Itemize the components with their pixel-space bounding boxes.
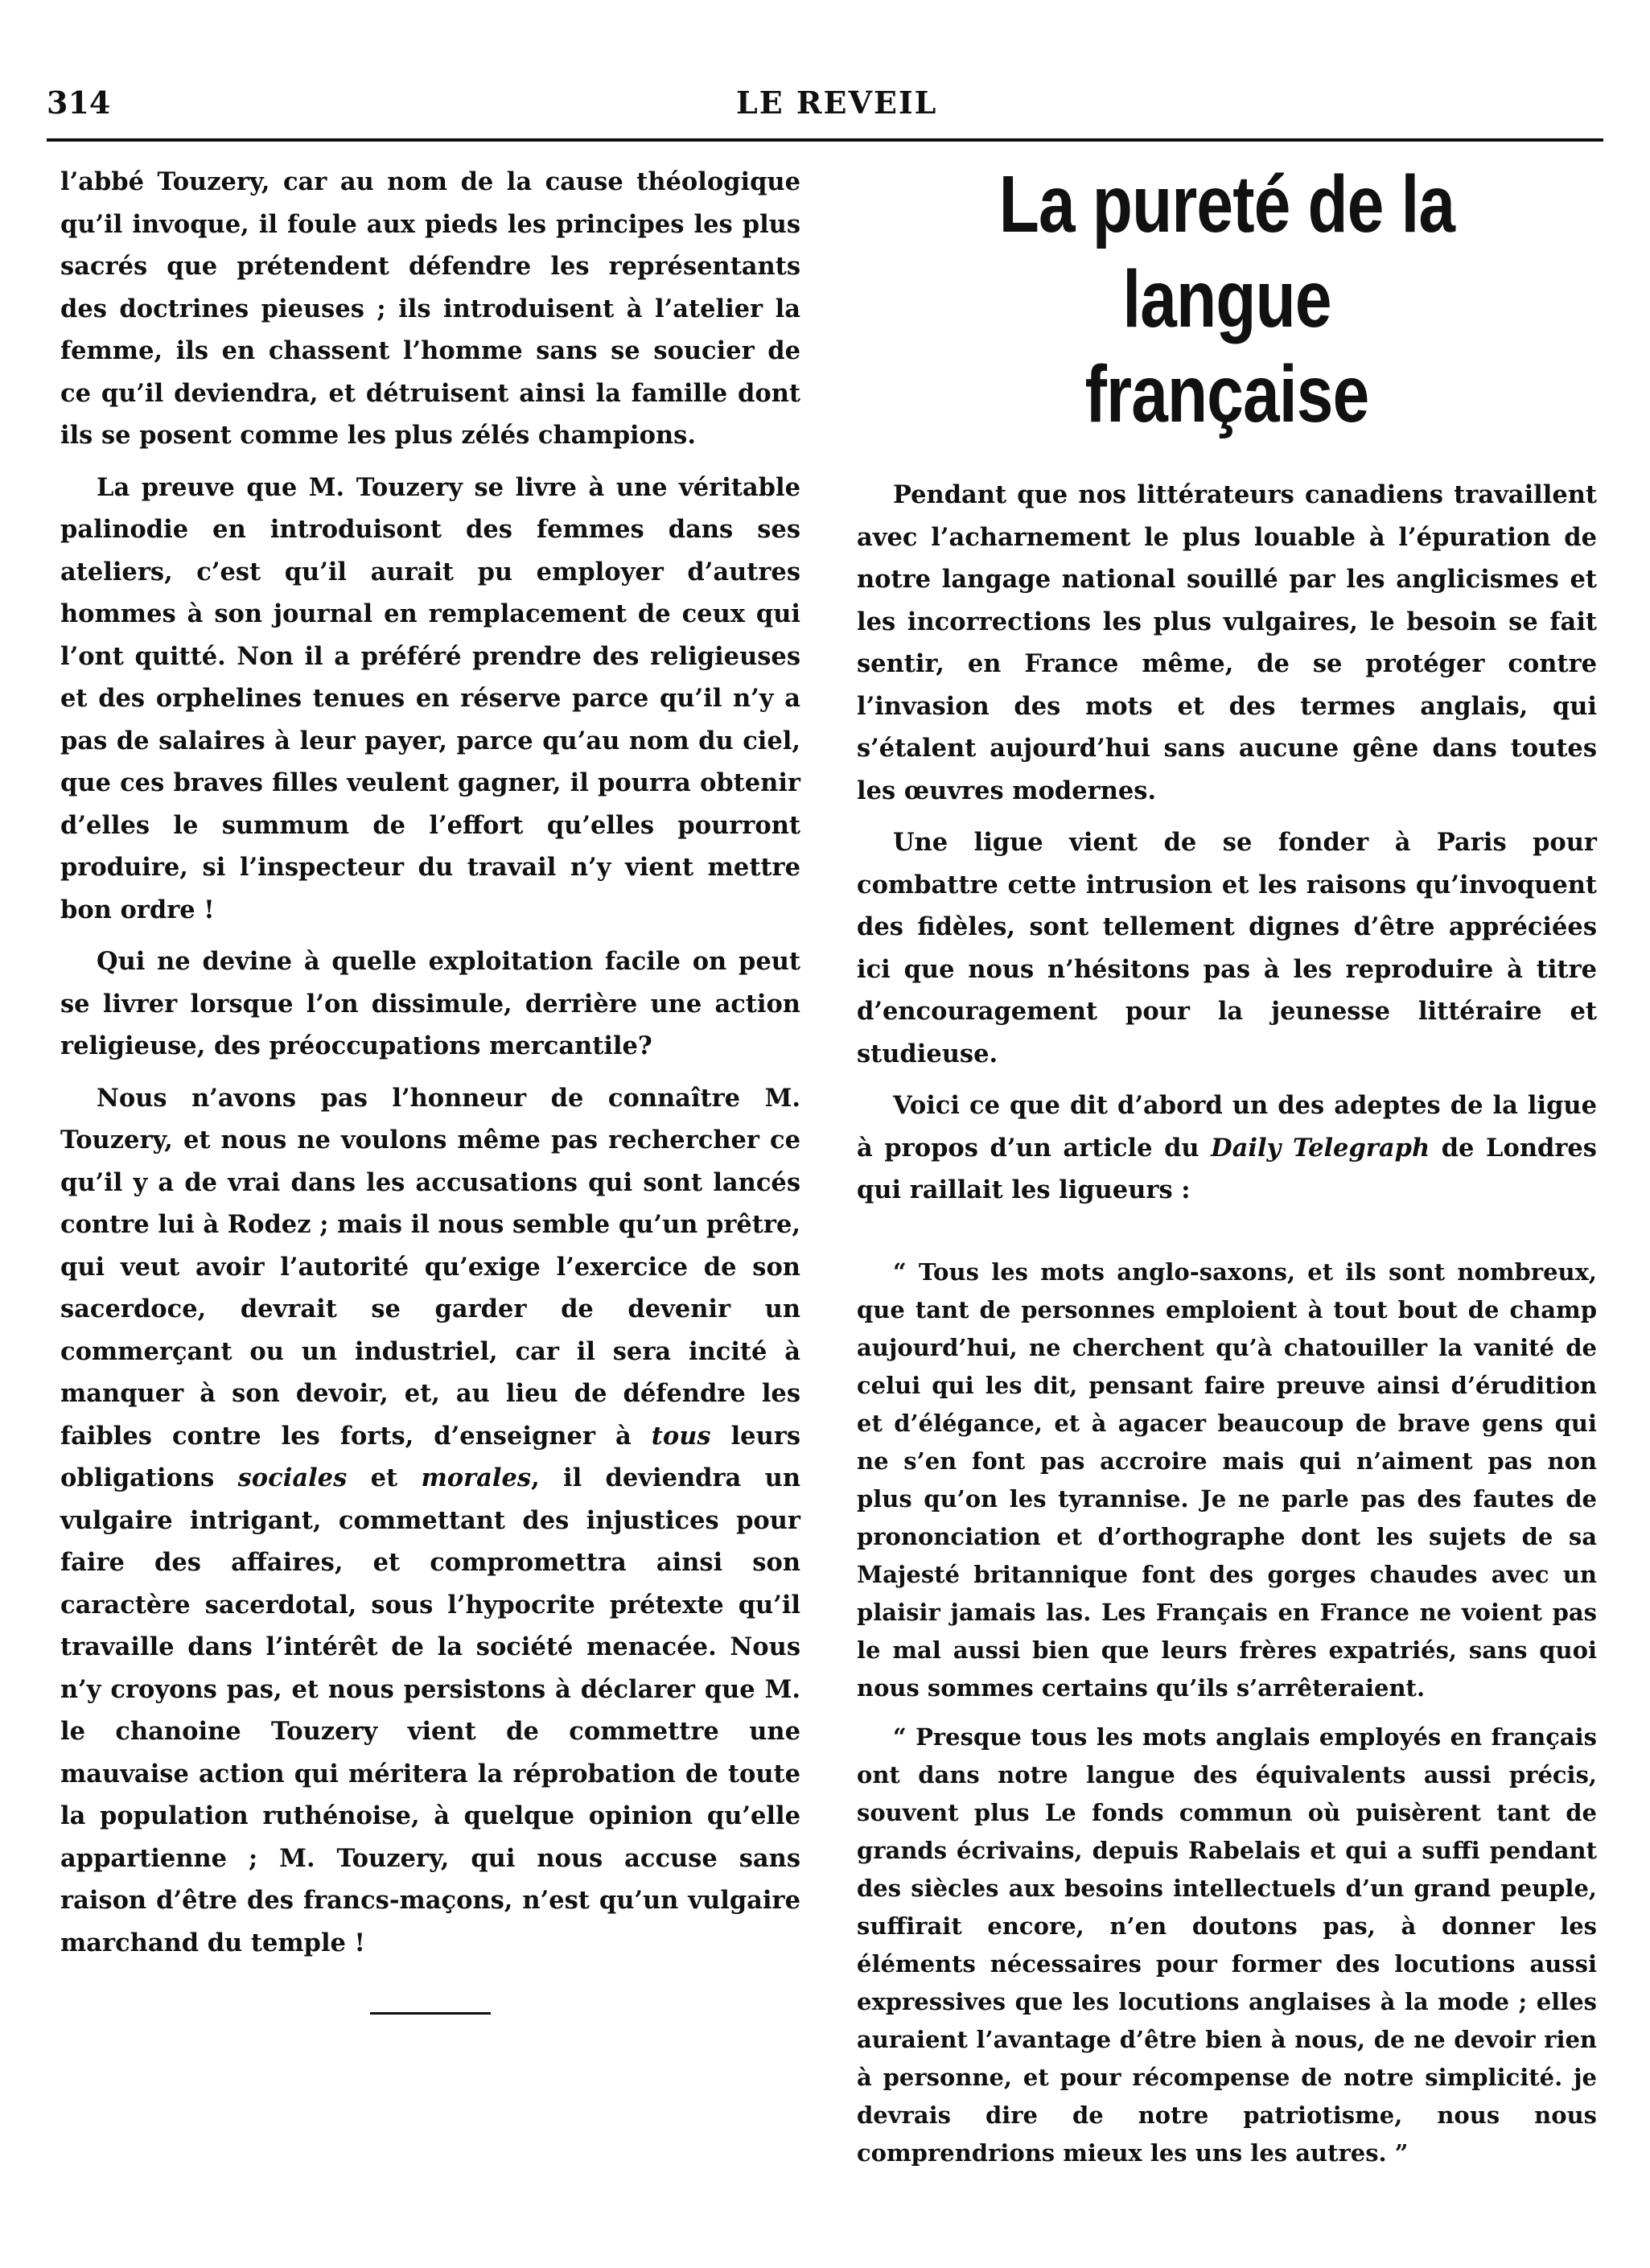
journal-title: LE REVEIL [736,84,938,121]
emphasis-sociales: sociales [237,1463,348,1492]
emphasis-tous: tous [651,1421,711,1451]
page-number: 314 [47,84,111,121]
right-paragraph-1: Pendant que nos littérateurs canadiens travaillent avec l’acharnement le plus louable à l’épuration de notre langage national souillé par les anglicismes et les incorrections les plus vulgaires, le besoin se fait sentir, en France même, de se protéger contre l’invasion des mots et des termes anglais, qui s’étalent aujourd’hui sans aucune gêne dans toutes les œuvres modernes. [857,480,1597,805]
right-paragraph-3-text-a: Voici ce que dit d’abord un des adeptes de la ligue à propos d’un article du [857,1091,1597,1163]
quote-paragraph-2: “ Presque tous les mots anglais employés en français ont dans notre langue des équivalents aussi précis, souvent plus Le fonds commun où puisèrent tant de grands écrivains, depuis Rabelais et qui a suffi pendant des siècles aux besoins intellectuels d’un grand peuple, suffirait encore, n’en doutons pas, à donner les éléments nécessaires pour former des locutions aussi expressives que les locutions anglaises à la mode ; elles auraient l’avantage d’être bien à nous, de ne devoir rien à personne, et pour récompense de notre simplicité. je devrais dire de notre patriotisme, nous nous comprendrions mieux les uns les autres. ” [857,1723,1597,2167]
emphasis-morales: morales [421,1463,532,1492]
spacer [857,1221,1597,1253]
left-paragraph-1: l’abbé Touzery, car au nom de la cause théologique qu’il invoque, il foule aux pieds les principes les plus sacrés que prétendent défendre les représentants des doctrines pieuses ; ils introduisent à l’atelier la femme, ils en chassent l’homme sans se soucier de ce qu’il deviendra, et détruisent ainsi la famille dont ils se posent comme les plus zélés champions. [60,167,800,450]
end-rule [370,2012,491,2015]
left-paragraph-3: Qui ne devine à quelle exploitation facile on peut se livrer lorsque l’on dissimule, derrière une action religieuse, des préoccupations mercantile? [60,947,800,1060]
emphasis-daily-telegraph: Daily Telegraph [1211,1133,1430,1163]
left-paragraph-2: La preuve que M. Touzery se livre à une véritable palinodie en introduisont des femmes dans ses ateliers, c’est qu’il aurait pu employer d’autres hommes à son journal en remplacement de ceux qui l’ont quitté. Non il a préféré prendre des religieuses et des orphelines tenues en réserve parce qu’il n’y a pas de salaires à leur payer, parce qu’au nom du ciel, que ces braves filles veulent gagner, il pourra obtenir d’elles le summum de l’effort qu’elles pourront produire, si l’inspecteur du travail n’y vient mettre bon ordre ! [60,472,800,924]
article-title-line-1: La pureté de la langue [998,159,1455,344]
article-title [924,157,1530,442]
left-column [60,161,800,2015]
left-paragraph-4-text-a: Nous n’avons pas l’honneur de connaître M. Touzery, et nous ne voulons même pas rechercher ce qu’il y a de vrai dans les accusations qui sont lancés contre lui à Rodez ; mais il nous semble qu’un prêtre, qui veut avoir l’autorité qu’exige l’exercice de son sacerdoce, devrait se garder de devenir un commerçant ou un industriel, car il sera incité à manquer à son devoir, et, au lieu de défendre les faibles contre les forts, d’enseigner à [60,1083,800,1451]
right-paragraph-3 [857,1085,1597,1212]
article-title-line-2: française [1084,349,1369,439]
right-paragraph-2: Une ligue vient de se fonder à Paris pour combattre cette intrusion et les raisons qu’invoquent des fidèles, sont tellement dignes d’être appréciées ici que nous n’hésitons pas à les reproduire à titre d’encouragement pour la jeunesse littéraire et studieuse. [857,828,1597,1068]
left-paragraph-4 [60,1077,800,1965]
right-paragraph-3-text-b: de Londres qui raillait les ligueurs : [857,1133,1597,1204]
quote-paragraph-1: “ Tous les mots anglo-saxons, et ils sont nombreux, que tant de personnes emploient à tout bout de champ aujourd’hui, ne cherchent qu’à chatouiller la vanité de celui qui les dit, pensant faire preuve ainsi d’érudition et d’élégance, et à agacer beaucoup de brave gens qui ne s’en font pas accroire mais qui n’aiment pas non plus qu’on les tyrannise. Je ne parle pas des fautes de prononciation et d’orthographe dont les sujets de sa Majesté britannique font des gorges chaudes avec un plaisir jamais las. Les Français en France ne voient pas le mal aussi bien que leurs frères expatriés, sans quoi nous sommes certains qu’ils s’arrêteraient. [857,1257,1597,1702]
quote-block [857,1253,1597,2172]
left-paragraph-4-text-c: et [370,1463,398,1492]
header-rule [47,138,1603,142]
right-column [857,157,1597,2184]
left-paragraph-4-text-b: leurs obligations [60,1421,800,1492]
left-paragraph-4-text-d: , il deviendra un vulgaire intrigant, commettant des injustices pour faire des affaires, et compromettra ainsi son caractère sacerdotal, sous l’hypocrite prétexte qu’il travaille dans l’intérêt de la société menacée. Nous n’y croyons pas, et nous persistons à déclarer que M. le chanoine Touzery vient de commettre une mauvaise action qui méritera la réprobation de toute la population ruthénoise, à quelque opinion qu’elle appartienne ; M. Touzery, qui nous accuse sans raison d’être des francs-maçons, n’est qu’un vulgaire marchand du temple ! [60,1463,800,1957]
